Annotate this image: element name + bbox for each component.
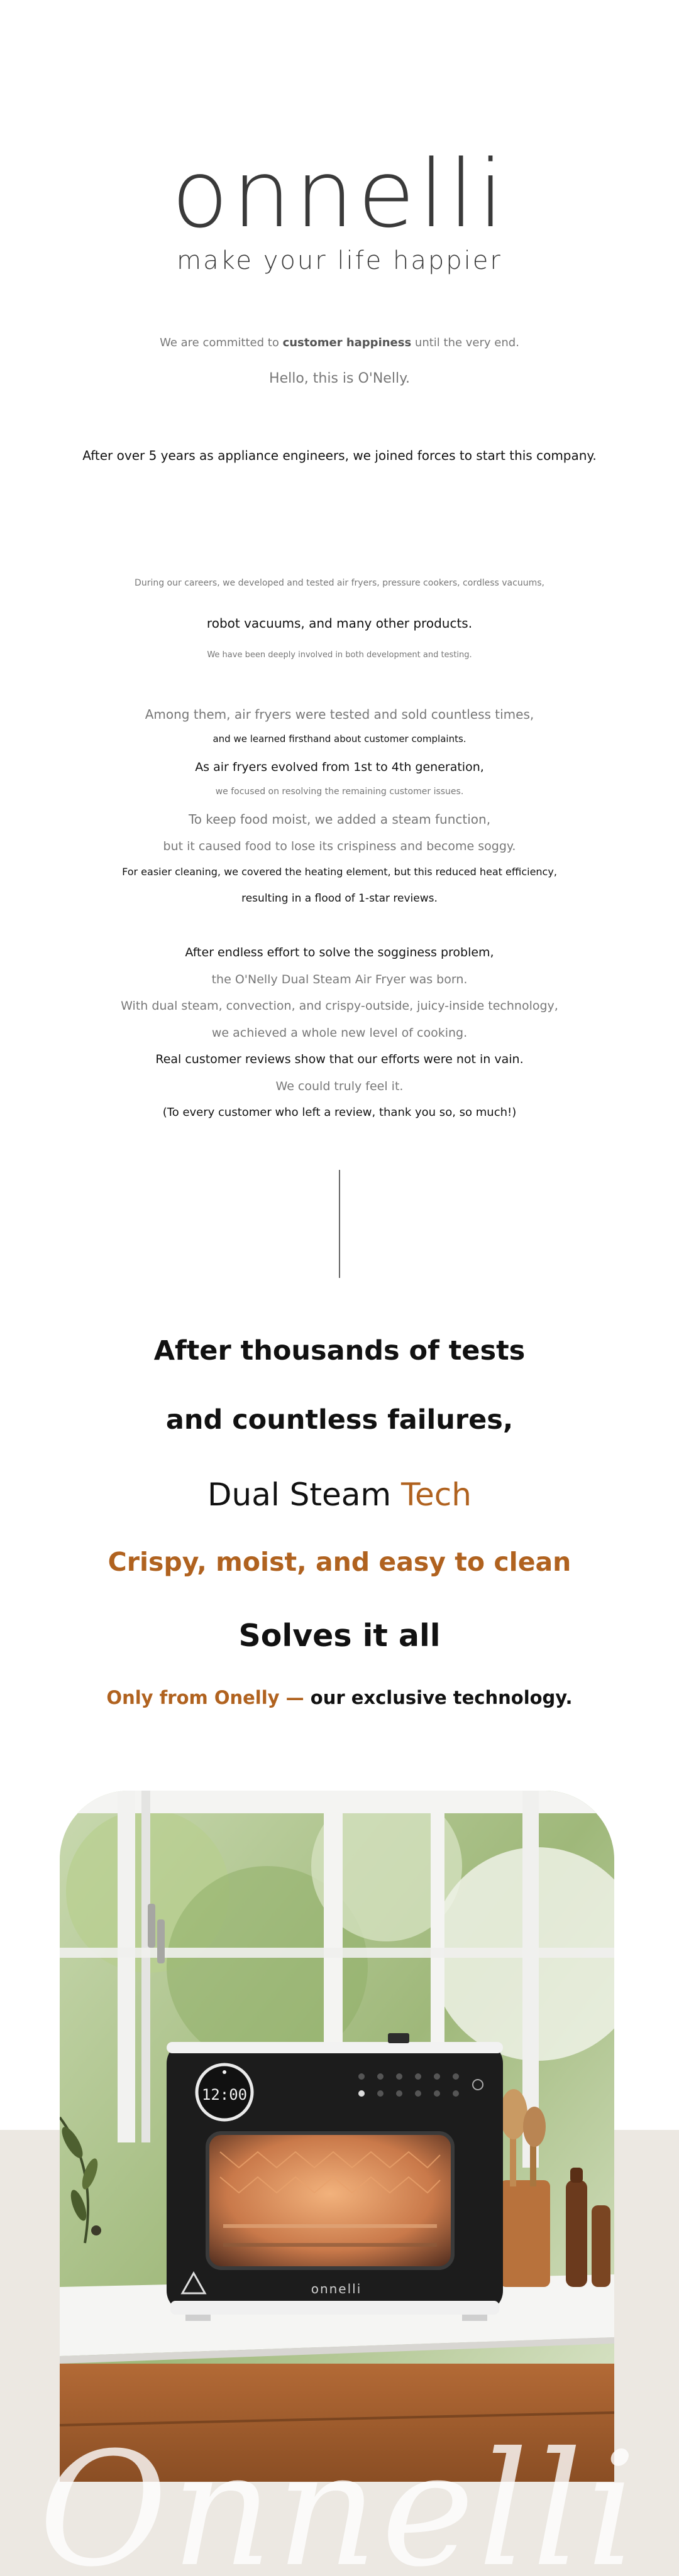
story-line: During our careers, we developed and tested air fryers, pressure cookers, cordless vacuums, [135, 578, 544, 588]
headline-tests: After thousands of tests [153, 1335, 526, 1367]
story-line: Real customer reviews show that our efforts were not in vain. [155, 1052, 524, 1066]
story-line: but it caused food to lose its crispiness and become soggy. [163, 839, 516, 853]
story-line: We could truly feel it. [275, 1079, 404, 1093]
story-line: After endless effort to solve the sogginess problem, [185, 946, 494, 959]
story-line: As air fryers evolved from 1st to 4th generation, [195, 760, 484, 774]
headline-tech-accent: Tech [400, 1476, 472, 1513]
headline-dual-steam [0, 1476, 679, 1513]
story-line: resulting in a flood of 1-star reviews. [241, 892, 438, 905]
headline-only-from: Only from Onelly — [106, 1687, 311, 1708]
headline-solves: Solves it all [238, 1618, 441, 1654]
fryer-display-time: 12:00 [201, 2086, 248, 2104]
story-line: and we learned firsthand about customer complaints. [213, 733, 466, 745]
script-wordmark-text: Onnelli [38, 2431, 641, 2576]
commitment-line [0, 336, 679, 349]
fryer-device-logo: onnelli [311, 2281, 362, 2296]
headline-failures: and countless failures, [165, 1404, 514, 1436]
story-line: we achieved a whole new level of cooking. [211, 1026, 468, 1040]
greeting-line: Hello, this is O'Nelly. [269, 371, 410, 386]
story-line: the O'Nelly Dual Steam Air Fryer was born. [211, 973, 468, 986]
commitment-text-start: We are committed to [160, 336, 283, 349]
brand-tagline: make your life happier [177, 246, 502, 275]
commitment-text-end: until the very end. [411, 336, 519, 349]
headline-dual-steam-text: Dual Steam [207, 1476, 401, 1513]
story-line: we focused on resolving the remaining customer issues. [215, 787, 464, 797]
story-line: To keep food moist, we added a steam function, [188, 812, 491, 827]
headline-exclusive-text: our exclusive technology. [310, 1687, 573, 1708]
story-line: Among them, air fryers were tested and sold countless times, [145, 707, 534, 722]
headline-benefits: Crispy, moist, and easy to clean [108, 1547, 571, 1577]
headline-exclusive [0, 1687, 679, 1708]
brand-wordmark: onnelli [171, 140, 508, 248]
product-photo [60, 1791, 614, 2482]
brand-logo [0, 140, 679, 275]
story-line: (To every customer who left a review, thank you so, so much!) [162, 1106, 517, 1119]
story-line: For easier cleaning, we covered the heating element, but this reduced heat efficiency, [122, 866, 557, 878]
story-line: robot vacuums, and many other products. [206, 616, 473, 631]
vertical-divider [339, 1170, 340, 1278]
commitment-highlight: customer happiness [282, 336, 412, 349]
founding-line: After over 5 years as appliance engineers, we joined forces to start this company. [82, 448, 597, 463]
story-line: We have been deeply involved in both development and testing. [207, 650, 472, 660]
story-line: With dual steam, convection, and crispy-outside, juicy-inside technology, [121, 999, 558, 1013]
script-wordmark-background [0, 2431, 679, 2576]
